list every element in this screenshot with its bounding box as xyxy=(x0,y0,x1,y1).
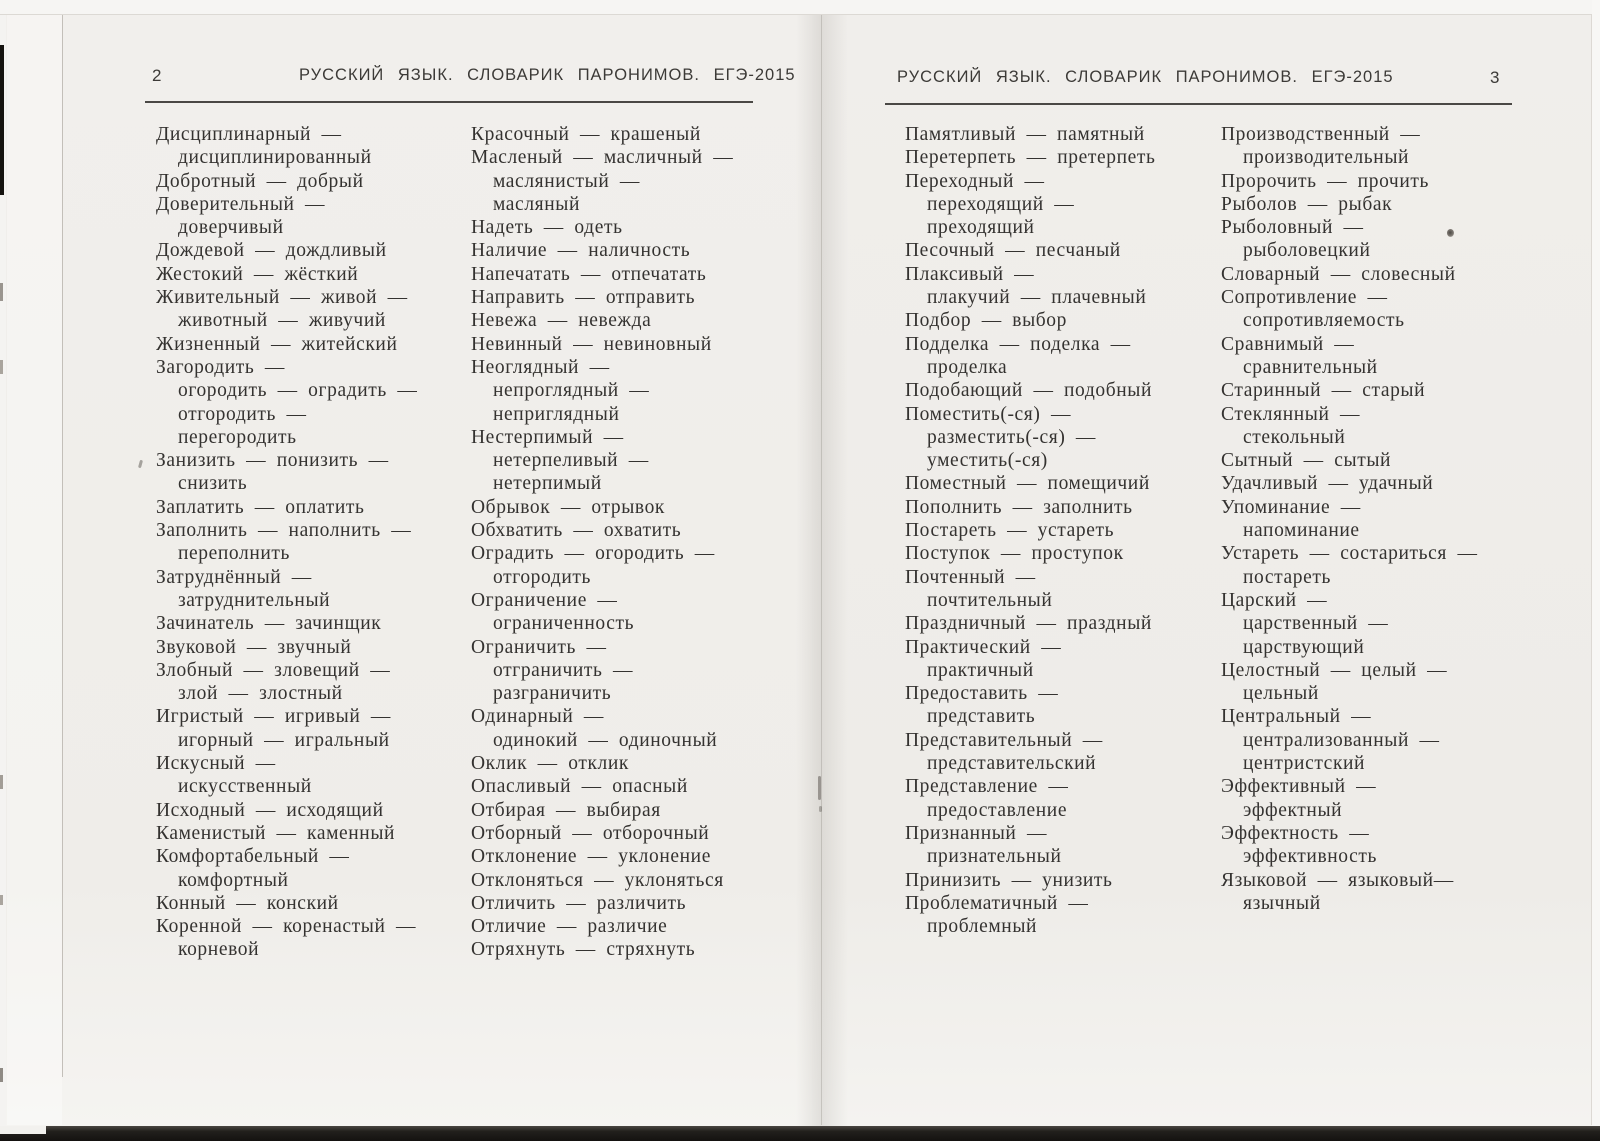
dictionary-line: Проблематичный — xyxy=(905,892,1089,914)
dictionary-line: Рыболовный — xyxy=(1221,217,1364,239)
dictionary-line: Зачинатель — зачинщик xyxy=(156,613,382,635)
dictionary-line: Центральный — xyxy=(1221,706,1372,728)
dictionary-line: разместить(-ся) — xyxy=(927,426,1097,448)
dictionary-line: Заплатить — оплатить xyxy=(156,496,365,518)
dictionary-line: отгородить xyxy=(493,566,591,588)
dictionary-line: масляный xyxy=(493,193,580,215)
scanner-background xyxy=(0,0,1600,15)
dictionary-line: отграничить — xyxy=(493,659,634,681)
dictionary-line: Злобный — зловещий — xyxy=(156,659,391,681)
dictionary-line: дисциплинированный xyxy=(178,147,372,169)
dictionary-line: Удачливый — удачный xyxy=(1221,473,1434,495)
dictionary-line: центристский xyxy=(1243,753,1366,775)
dictionary-line: Жестокий — жёсткий xyxy=(156,263,359,285)
column-right-page-1 xyxy=(905,123,1217,938)
scan-edge-mark xyxy=(0,895,3,905)
dictionary-line: Одинарный — xyxy=(471,706,604,728)
dictionary-line: Признанный — xyxy=(905,822,1048,844)
dictionary-line: Доверительный — xyxy=(156,193,326,215)
dictionary-line: Поместить(-ся) — xyxy=(905,403,1072,425)
dictionary-line: Направить — отправить xyxy=(471,287,696,309)
dictionary-line: Поступок — проступок xyxy=(905,543,1124,565)
dictionary-line: Невинный — невиновный xyxy=(471,333,712,355)
dictionary-line: язычный xyxy=(1243,892,1321,914)
underlying-page-edge-line xyxy=(62,15,63,1077)
dictionary-line: сопротивляемость xyxy=(1243,310,1405,332)
dictionary-line: Перетерпеть — претерпеть xyxy=(905,147,1156,169)
dictionary-line: постареть xyxy=(1243,566,1331,588)
dictionary-line: Старинный — старый xyxy=(1221,380,1426,402)
dictionary-line: Стеклянный — xyxy=(1221,403,1361,425)
book-gutter-shadow xyxy=(796,15,848,1127)
dictionary-line: Песочный — песчаный xyxy=(905,240,1121,262)
dictionary-line: Подделка — поделка — xyxy=(905,333,1131,355)
dictionary-line: нетерпеливый — xyxy=(493,450,649,472)
scan-edge-mark xyxy=(0,1068,3,1082)
dictionary-line: злой — злостный xyxy=(178,683,343,705)
dictionary-line: огородить — оградить — xyxy=(178,380,418,402)
dictionary-line: Отряхнуть — стряхнуть xyxy=(471,939,696,961)
dictionary-line: Комфортабельный — xyxy=(156,846,350,868)
header-rule-left xyxy=(145,101,753,103)
dictionary-line: представить xyxy=(927,706,1036,728)
dictionary-line: Отклоняться — уклоняться xyxy=(471,869,724,891)
dictionary-line: игорный — игральный xyxy=(178,729,390,751)
dictionary-line: Эффективный — xyxy=(1221,776,1377,798)
dictionary-line: преходящий xyxy=(927,217,1035,239)
dictionary-line: Переходный — xyxy=(905,170,1045,192)
dictionary-line: Сытный — сытый xyxy=(1221,450,1392,472)
dictionary-line: Подбор — выбор xyxy=(905,310,1067,332)
dictionary-line: Оградить — огородить — xyxy=(471,543,715,565)
dictionary-line: маслянистый — xyxy=(493,170,640,192)
dictionary-line: проделка xyxy=(927,356,1008,378)
dictionary-line: практичный xyxy=(927,659,1034,681)
dictionary-line: снизить xyxy=(178,473,248,495)
dictionary-line: Эффектность — xyxy=(1221,822,1370,844)
dictionary-line: Красочный — крашеный xyxy=(471,124,701,145)
dictionary-line: одинокий — одиночный xyxy=(493,729,718,751)
dictionary-line: Праздничный — праздный xyxy=(905,613,1152,635)
dictionary-line: Представление — xyxy=(905,776,1069,798)
dictionary-line: Затруднённый — xyxy=(156,566,312,588)
dictionary-line: напоминание xyxy=(1243,520,1360,542)
dictionary-line: Предоставить — xyxy=(905,683,1059,705)
dictionary-line: Каменистый — каменный xyxy=(156,822,396,844)
dictionary-line: Масленый — масличный — xyxy=(471,147,734,169)
dictionary-line: Конный — конский xyxy=(156,892,339,914)
dictionary-line: Сопротивление — xyxy=(1221,287,1388,309)
paper-speck xyxy=(1447,229,1454,237)
dictionary-line: эффектный xyxy=(1243,799,1343,821)
dictionary-line: Упоминание — xyxy=(1221,496,1361,518)
dictionary-line: переходящий — xyxy=(927,193,1075,215)
dictionary-line: перегородить xyxy=(178,426,297,448)
dictionary-line: Пополнить — заполнить xyxy=(905,496,1133,518)
dictionary-line: почтительный xyxy=(927,589,1053,611)
dictionary-line: плакучий — плачевный xyxy=(927,287,1147,309)
page-number-left: 2 xyxy=(152,66,162,85)
dictionary-line: затруднительный xyxy=(178,589,331,611)
scan-edge-mark xyxy=(0,775,3,789)
dictionary-line: Жизненный — житейский xyxy=(156,333,398,355)
dictionary-line: Занизить — понизить — xyxy=(156,450,389,472)
dictionary-line: сравнительный xyxy=(1243,356,1378,378)
book-gutter-fold-line xyxy=(821,15,822,1125)
dictionary-line: Языковой — языковый— xyxy=(1221,869,1454,891)
dictionary-line: Производственный — xyxy=(1221,124,1421,145)
dictionary-line: Ограничить — xyxy=(471,636,607,658)
dictionary-line: Практический — xyxy=(905,636,1062,658)
staple-mark-dot xyxy=(819,806,822,812)
dictionary-line: Невежа — невежда xyxy=(471,310,652,332)
dictionary-line: Живительный — живой — xyxy=(156,287,408,309)
scanner-right-strip xyxy=(1592,0,1600,1141)
dictionary-line: ограниченность xyxy=(493,613,635,635)
dictionary-line: корневой xyxy=(178,939,260,961)
dictionary-line: Целостный — целый — xyxy=(1221,659,1448,681)
dictionary-line: Пророчить — прочить xyxy=(1221,170,1429,192)
dictionary-line: предоставление xyxy=(927,799,1068,821)
dictionary-line: цельный xyxy=(1243,683,1319,705)
running-head-right: РУССКИЙ ЯЗЫК. СЛОВАРИК ПАРОНИМОВ. ЕГЭ-2015 xyxy=(897,68,1394,86)
dictionary-line: Дисциплинарный — xyxy=(156,124,342,145)
scan-edge-mark xyxy=(0,45,4,195)
page-number-right: 3 xyxy=(1490,68,1500,87)
dictionary-line: животный — живучий xyxy=(178,310,386,332)
dictionary-line: Отбирая — выбирая xyxy=(471,799,661,821)
dictionary-line: централизованный — xyxy=(1243,729,1440,751)
dictionary-line: Нестерпимый — xyxy=(471,426,624,448)
dictionary-line: Постареть — устареть xyxy=(905,520,1115,542)
scan-edge-mark xyxy=(0,283,3,301)
dictionary-line: Отличить — различить xyxy=(471,892,687,914)
dictionary-line: Надеть — одеть xyxy=(471,217,623,239)
dictionary-line: отгородить — xyxy=(178,403,307,425)
dictionary-line: Поместный — помещичий xyxy=(905,473,1150,495)
dictionary-line: Наличие — наличность xyxy=(471,240,691,262)
dictionary-line: Дождевой — дождливый xyxy=(156,240,387,262)
dictionary-line: неприглядный xyxy=(493,403,620,425)
dictionary-line: комфортный xyxy=(178,869,289,891)
dictionary-line: царствующий xyxy=(1243,636,1365,658)
dictionary-line: Неоглядный — xyxy=(471,356,610,378)
dictionary-line: Обхватить — охватить xyxy=(471,520,682,542)
dictionary-line: Устареть — состариться — xyxy=(1221,543,1478,565)
dictionary-line: Коренной — коренастый — xyxy=(156,916,417,938)
dictionary-line: Почтенный — xyxy=(905,566,1036,588)
dictionary-line: Рыболов — рыбак xyxy=(1221,193,1393,215)
dictionary-line: непроглядный — xyxy=(493,380,650,402)
dictionary-line: Сравнимый — xyxy=(1221,333,1355,355)
column-left-page-1 xyxy=(156,123,466,962)
dictionary-line: эффективность xyxy=(1243,846,1377,868)
scan-edge-mark xyxy=(0,360,3,374)
dictionary-line: Игристый — игривый — xyxy=(156,706,391,728)
dictionary-line: рыболовецкий xyxy=(1243,240,1371,262)
dictionary-line: Опасливый — опасный xyxy=(471,776,688,798)
dictionary-line: царственный — xyxy=(1243,613,1389,635)
dictionary-line: признательный xyxy=(927,846,1062,868)
dictionary-line: Отличие — различие xyxy=(471,916,668,938)
dictionary-line: уместить(-ся) xyxy=(927,450,1048,472)
dictionary-line: Словарный — словесный xyxy=(1221,263,1456,285)
staple-mark xyxy=(818,776,821,800)
dictionary-line: Обрывок — отрывок xyxy=(471,496,666,518)
dictionary-line: Исходный — исходящий xyxy=(156,799,384,821)
dictionary-line: Плаксивый — xyxy=(905,263,1035,285)
dictionary-line: представительский xyxy=(927,753,1097,775)
dictionary-line: Отборный — отборочный xyxy=(471,822,710,844)
dictionary-line: переполнить xyxy=(178,543,291,565)
dictionary-line: Принизить — унизить xyxy=(905,869,1113,891)
dictionary-line: проблемный xyxy=(927,916,1038,938)
bottom-left-corner-paper xyxy=(0,1126,46,1134)
dictionary-line: Заполнить — наполнить — xyxy=(156,520,412,542)
dictionary-line: производительный xyxy=(1243,147,1410,169)
dictionary-line: Загородить — xyxy=(156,356,285,378)
dictionary-line: нетерпимый xyxy=(493,473,602,495)
dictionary-line: Отклонение — уклонение xyxy=(471,846,711,868)
dictionary-line: искусственный xyxy=(178,776,312,798)
dictionary-line: Звуковой — звучный xyxy=(156,636,352,658)
column-right-page-2 xyxy=(1221,123,1546,915)
dictionary-line: стекольный xyxy=(1243,426,1346,448)
book-bottom-edge xyxy=(0,1126,1600,1141)
underlying-page-edge-area xyxy=(7,15,62,1125)
dictionary-line: Искусный — xyxy=(156,753,276,775)
dictionary-line: разграничить xyxy=(493,683,612,705)
dictionary-line: Напечатать — отпечатать xyxy=(471,263,707,285)
dictionary-line: Подобающий — подобный xyxy=(905,380,1153,402)
column-left-page-2 xyxy=(471,123,786,962)
dictionary-line: Ограничение — xyxy=(471,589,618,611)
dictionary-line: Царский — xyxy=(1221,589,1328,611)
header-rule-right xyxy=(885,103,1512,105)
dictionary-line: Представительный — xyxy=(905,729,1103,751)
dictionary-line: Оклик — отклик xyxy=(471,753,629,775)
dictionary-line: Добротный — добрый xyxy=(156,170,364,192)
dictionary-line: Памятливый — памятный xyxy=(905,124,1145,145)
dictionary-line: доверчивый xyxy=(178,217,284,239)
running-head-left: РУССКИЙ ЯЗЫК. СЛОВАРИК ПАРОНИМОВ. ЕГЭ-2015 xyxy=(299,66,796,84)
